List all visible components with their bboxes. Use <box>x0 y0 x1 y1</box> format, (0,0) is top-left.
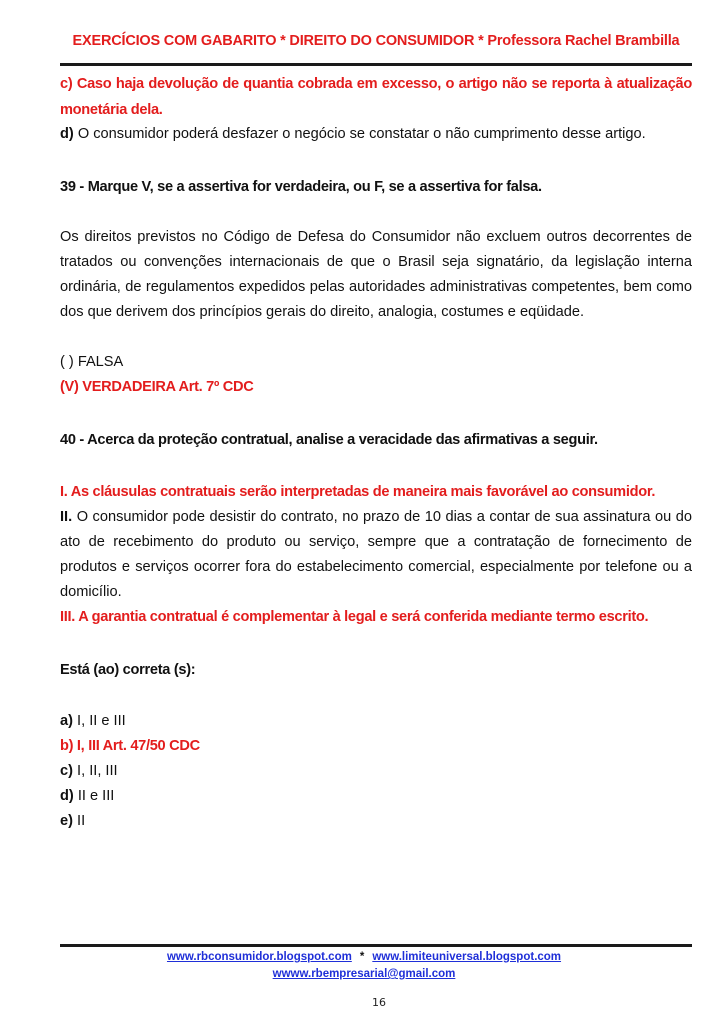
q38-option-c-line2: monetária dela. <box>60 102 163 118</box>
q38-option-c-line1: c) Caso haja devolução de quantia cobrada em excesso, o artigo não se reporta à atualização <box>60 76 692 92</box>
footer-rule <box>60 944 692 947</box>
footer-separator: * <box>359 951 365 963</box>
footer-links <box>0 951 728 963</box>
q40-item-2-line: domicílio. <box>60 584 122 600</box>
q40-option-a-text: I, II e III <box>77 713 126 729</box>
q38-option-d-text: O consumidor poderá desfazer o negócio se constatar o não cumprimento desse artigo. <box>77 126 646 142</box>
q39-para-line: dos que derivem dos princípios gerais do direito, analogia, costumes e eqüidade. <box>60 304 585 320</box>
q40-option-e <box>60 808 692 834</box>
document-body <box>60 71 692 951</box>
footer-link-rbconsumidor[interactable]: www.rbconsumidor.blogspot.com <box>166 951 352 963</box>
q40-option-d-label: d) <box>60 788 74 804</box>
q40-item-3: III. A garantia contratual é complementar à legal e será conferida mediante termo escrito. <box>60 609 649 625</box>
q40-item-2-line: ato de recebimento do produto ou serviço, sempre que a contratação de fornecimento de <box>60 534 692 550</box>
header-rule <box>60 63 692 66</box>
q40-item-2-line: produtos e serviços ocorrer fora do estabelecimento comercial, especialmente por telefone ou a <box>60 559 692 575</box>
q40-option-b-answer: b) I, III Art. 47/50 CDC <box>60 738 200 754</box>
q39-title: 39 - Marque V, se a assertiva for verdadeira, ou F, se a assertiva for falsa. <box>60 179 542 195</box>
header-title: EXERCÍCIOS COM GABARITO * DIREITO DO CONSUMIDOR * Professora Rachel Brambilla <box>72 33 680 49</box>
q40-option-d-text: II e III <box>77 788 115 804</box>
q40-option-a-label: a) <box>60 713 73 729</box>
footer-link-email[interactable]: wwww.rbempresarial@gmail.com <box>272 968 456 980</box>
q40-option-e-label: e) <box>60 813 73 829</box>
q39-para-line: Os direitos previstos no Código de Defesa do Consumidor não excluem outros decorrentes de <box>60 229 692 245</box>
q40-item-2-line1 <box>60 504 692 530</box>
q40-option-c-label: c) <box>60 763 73 779</box>
q40-option-d <box>60 783 692 809</box>
q39-option-false: ( ) FALSA <box>60 354 124 370</box>
q40-option-c-text: I, II, III <box>77 763 118 779</box>
page-number: 16 <box>372 996 386 1009</box>
q39-para-line: ordinária, de regulamentos expedidos pelas autoridades administrativas competentes, bem como <box>60 279 692 295</box>
footer-email-row <box>0 968 728 980</box>
q40-option-a <box>60 708 692 734</box>
q40-title: 40 - Acerca da proteção contratual, analise a veracidade das afirmativas a seguir. <box>60 432 598 448</box>
footer-link-limiteuniversal[interactable]: www.limiteuniversal.blogspot.com <box>372 951 562 963</box>
q39-option-true-answer: (V) VERDADEIRA Art. 7º CDC <box>60 379 254 395</box>
q38-option-d-label: d) <box>60 126 74 142</box>
q40-option-e-text: II <box>77 813 86 829</box>
q40-option-c <box>60 758 692 784</box>
q40-item-2-label: II. <box>60 509 73 525</box>
q40-item-1: I. As cláusulas contratuais serão interpretadas de maneira mais favorável ao consumidor. <box>60 484 656 500</box>
q38-option-d <box>60 121 692 147</box>
q39-para-line: tratados ou convenções internacionais de que o Brasil seja signatário, da legislação interna <box>60 254 692 270</box>
q40-item-2-text: O consumidor pode desistir do contrato, no prazo de 10 dias a contar de sua assinatura ou do <box>76 509 692 525</box>
q40-prompt: Está (ao) correta (s): <box>60 662 196 678</box>
